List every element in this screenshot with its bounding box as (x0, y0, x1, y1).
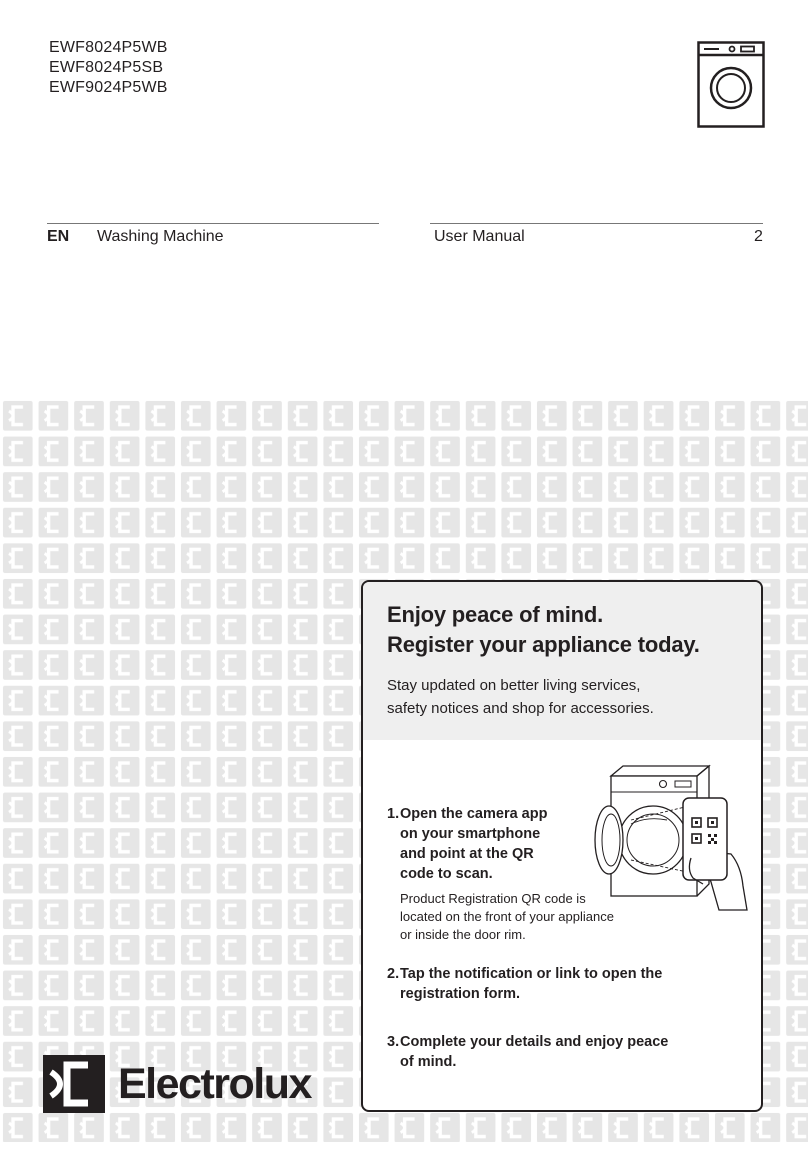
registration-step-3: 3. Complete your details and enjoy peace of mind. (387, 1034, 669, 1070)
step-number: 1. (387, 806, 400, 822)
registration-header (363, 582, 761, 740)
step-number: 3. (387, 1034, 400, 1050)
step-number: 2. (387, 966, 400, 982)
toc-section-link[interactable]: Washing Machine (97, 228, 224, 245)
divider (47, 223, 379, 224)
toc-page-number: 2 (754, 228, 763, 245)
registration-step-2: 2. Tap the notification or link to open the registration form. (387, 966, 663, 1002)
registration-card (361, 580, 763, 1112)
registration-subtitle: Stay updated on better living services, safety notices and shop for accessories. (387, 677, 654, 717)
washing-machine-icon (697, 41, 765, 128)
brand-wordmark: Electrolux (118, 1060, 311, 1108)
model-list (49, 38, 168, 98)
registration-title: Enjoy peace of mind. Register your appliance today. (387, 602, 700, 657)
toc-language: EN (47, 228, 70, 245)
electrolux-logo (42, 1054, 318, 1114)
model-number: EWF8024P5WB (49, 39, 168, 56)
model-number: EWF9024P5WB (49, 79, 168, 96)
electrolux-logo-mark-icon (42, 1054, 106, 1114)
toc-document-title: User Manual (434, 228, 525, 245)
qr-scan-illustration (587, 754, 749, 912)
registration-step-1: 1. Open the camera app on your smartphone and point at the QR code to scan. (387, 806, 548, 882)
divider (430, 223, 763, 224)
model-number: EWF8024P5SB (49, 59, 164, 76)
step-1-note: Product Registration QR code is located on the front of your appliance or inside the door rim. (400, 891, 614, 942)
